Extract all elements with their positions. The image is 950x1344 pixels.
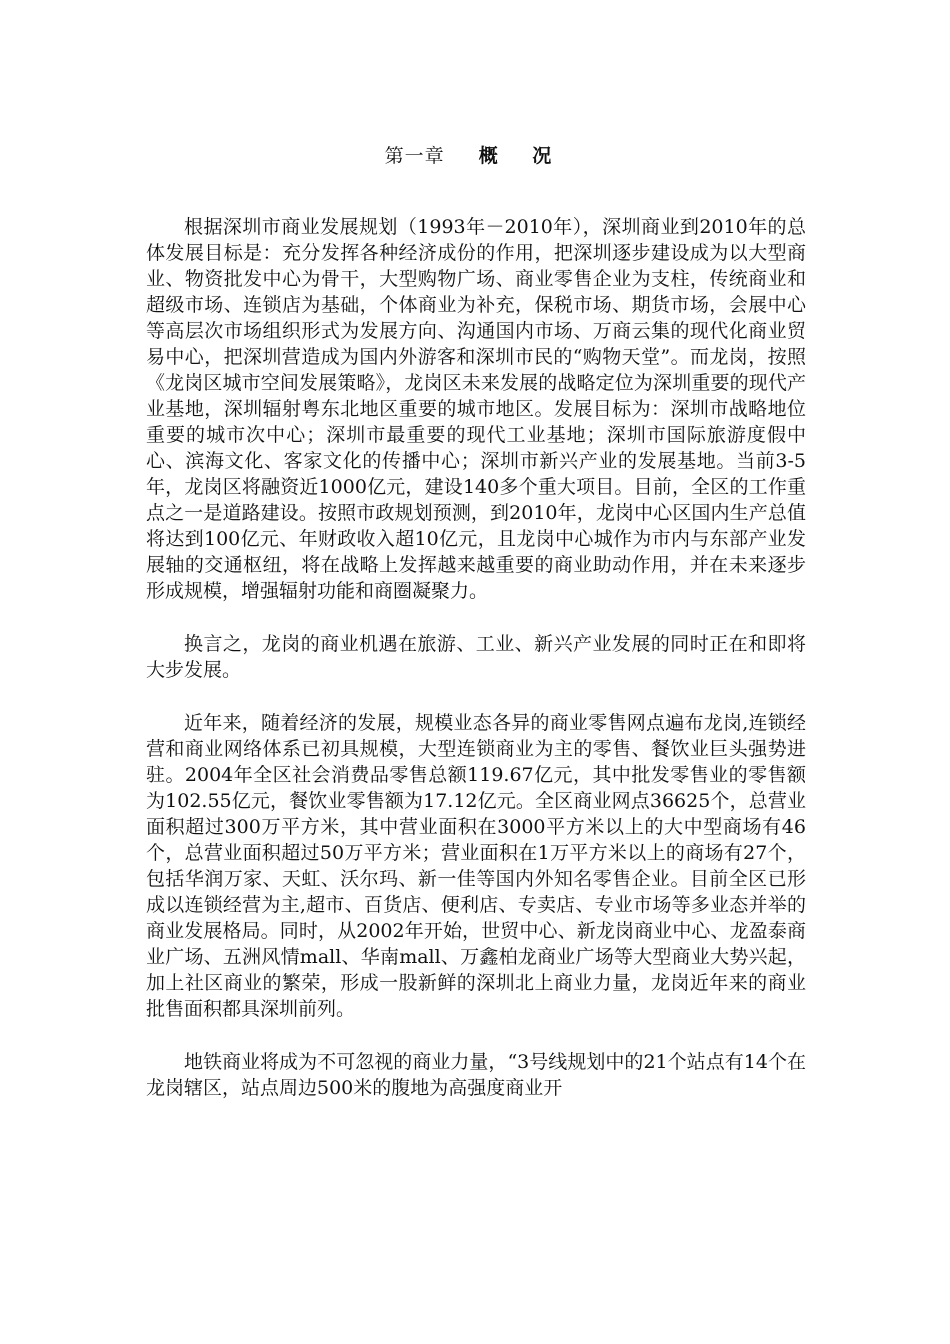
chapter-name: 概 况	[478, 145, 566, 167]
chapter-number: 第一章	[384, 145, 445, 167]
body-text	[146, 214, 806, 1128]
paragraph-retail-overview: 近年来，随着经济的发展，规模业态各异的商业零售网点遍布龙岗,连锁经营和商业网络体系已初具规模，大型连锁商业为主的零售、餐饮业巨头强势进驻。2004年全区社会消费品零售总额119.67亿元，其中批发零售业的零售额为102.55亿元，餐饮业零售额为17.12亿元。全区商业网点36625个，总营业面积超过300万平方米，其中营业面积在3000平方米以上的大中型商场有46个，总营业面积超过50万平方米；营业面积在1万平方米以上的商场有27个，包括华润万家、天虹、沃尔玛、新一佳等国内外知名零售企业。目前全区已形成以连锁经营为主,超市、百货店、便利店、专卖店、专业市场等多业态并举的商业发展格局。同时，从2002年开始，世贸中心、新龙岗商业中心、龙盈泰商业广场、五洲风情mall、华南mall、万鑫柏龙商业广场等大型商业大势兴起，加上社区商业的繁荣，形成一股新鲜的深圳北上商业力量，龙岗近年来的商业批售面积都具深圳前列。	[146, 712, 806, 1020]
paragraph-metro-commerce: 地铁商业将成为不可忽视的商业力量，“3号线规划中的21个站点有14个在龙岗辖区，站点周边500米的腹地为高强度商业开	[146, 1051, 806, 1099]
paragraph-summary: 换言之，龙岗的商业机遇在旅游、工业、新兴产业发展的同时正在和即将大步发展。	[146, 633, 806, 681]
paragraph-development-goals: 根据深圳市商业发展规划（1993年－2010年），深圳商业到2010年的总体发展目标是：充分发挥各种经济成份的作用，把深圳逐步建设成为以大型商业、物资批发中心为骨干，大型购物广场、商业零售企业为支柱，传统商业和超级市场、连锁店为基础，个体商业为补充，保税市场、期货市场，会展中心等高层次市场组织形式为发展方向、沟通国内市场、万商云集的现代化商业贸易中心，把深圳营造成为国内外游客和深圳市民的“购物天堂”。而龙岗，按照《龙岗区城市空间发展策略》，龙岗区未来发展的战略定位为深圳重要的现代产业基地，深圳辐射粤东北地区重要的城市地区。发展目标为：深圳市战略地位重要的城市次中心；深圳市最重要的现代工业基地；深圳市国际旅游度假中心、滨海文化、客家文化的传播中心；深圳市新兴产业的发展基地。当前3-5年，龙岗区将融资近1000亿元，建设140多个重大项目。目前，全区的工作重点之一是道路建设。按照市政规划预测，到2010年，龙岗中心区国内生产总值将达到100亿元、年财政收入超10亿元，且龙岗中心城作为市内与东部产业发展轴的交通枢纽，将在战略上发挥越来越重要的商业助动作用，并在未来逐步形成规模，增强辐射功能和商圈凝聚力。	[146, 216, 806, 602]
chapter-title	[0, 142, 950, 170]
